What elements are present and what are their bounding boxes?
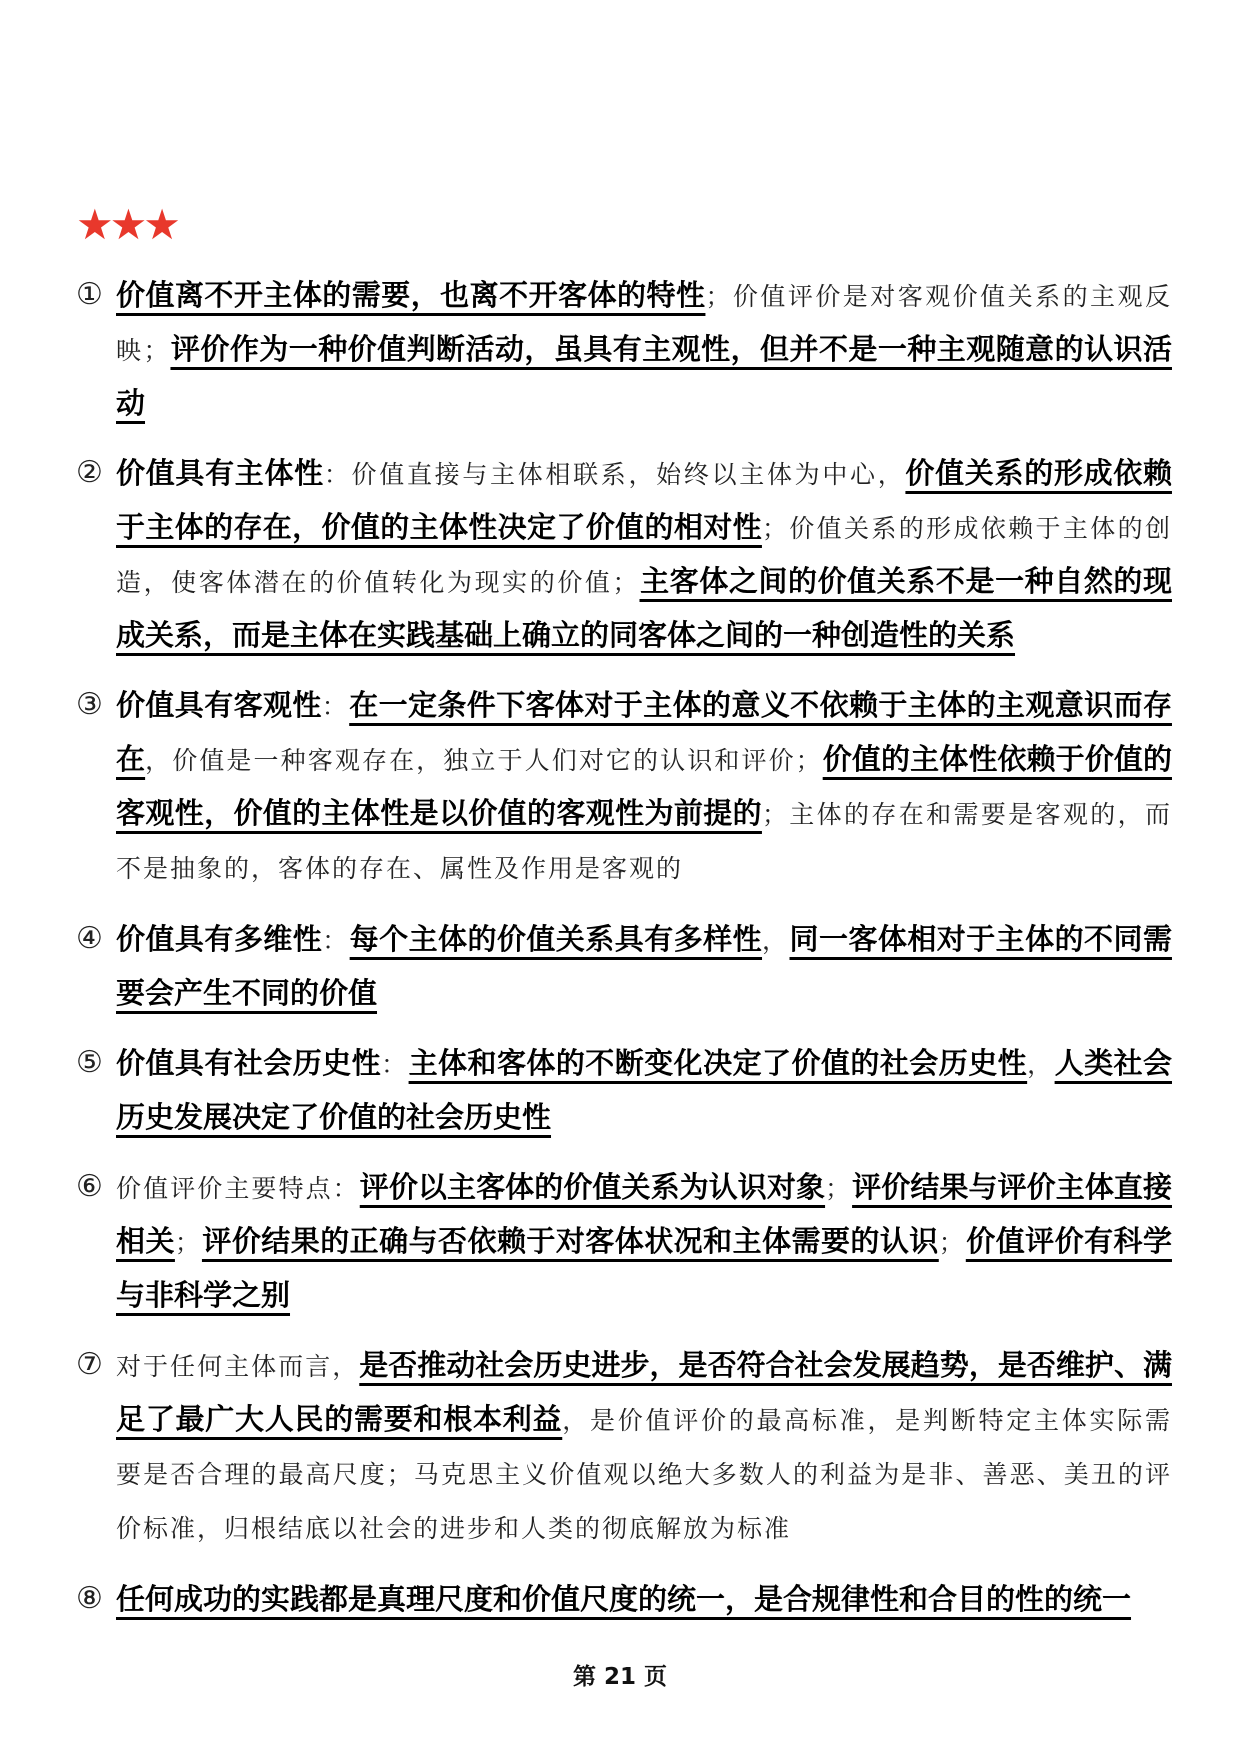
- item-number-marker: ⑥: [76, 1169, 103, 1204]
- key-point-item: [78, 913, 1172, 1019]
- underlined-key-text: 价值关系的形成依赖于主体的存在，价值的主体性决定了价值的相对性: [116, 456, 1172, 544]
- key-point-item: [78, 1339, 1172, 1555]
- body-text: ：: [381, 1050, 409, 1079]
- underlined-key-text: 主客体之间的价值关系不是一种自然的现成关系，而是主体在实践基础上确立的同客体之间的一种创造性的关系: [116, 564, 1172, 652]
- body-text: ，是价值评价的最高标准，是判断特定主体实际需要是否合理的最高尺度；马克思主义价值观以绝大多数人的利益为是非、善恶、美丑的评价标准，归根结底以社会的进步和人类的彻底解放为标准: [116, 1406, 1172, 1543]
- item-number-marker: ⑦: [76, 1347, 103, 1382]
- body-text: ，: [1027, 1050, 1055, 1079]
- key-point-item: [78, 1037, 1172, 1143]
- underlined-key-text: 价值评价有科学与非科学之别: [116, 1224, 1172, 1312]
- body-text: ：: [321, 692, 350, 721]
- point-heading: 价值具有多维性: [116, 922, 323, 956]
- underlined-key-text: 主体和客体的不断变化决定了价值的社会历史性: [408, 1046, 1028, 1080]
- body-text: ；主体的存在和需要是客观的，而不是抽象的，客体的存在、属性及作用是客观的: [116, 800, 1172, 883]
- underlined-key-text: 价值的主体性依赖于价值的客观性，价值的主体性是以价值的客观性为前提的: [116, 742, 1172, 830]
- underlined-key-text: 评价作为一种价值判断活动，虽具有主观性，但并不是一种主观随意的认识活动: [116, 332, 1172, 420]
- underlined-key-text: 同一客体相对于主体的不同需要会产生不同的价值: [116, 922, 1172, 1010]
- key-points-list: [78, 269, 1172, 1643]
- body-text: ，: [762, 926, 790, 955]
- body-text: ；价值关系的形成依赖于主体的创造，使客体潜在的价值转化为现实的价值；: [116, 514, 1172, 597]
- point-heading: 价值具有主体性: [116, 456, 324, 490]
- item-number-marker: ②: [76, 455, 103, 490]
- item-number-marker: ⑤: [76, 1045, 103, 1080]
- underlined-key-text: 任何成功的实践都是真理尺度和价值尺度的统一，是合规律性和合目的性的统一: [116, 1582, 1132, 1616]
- importance-stars: ★★★: [76, 200, 177, 249]
- body-text: 对于任何主体而言，: [116, 1352, 360, 1381]
- underlined-key-text: 评价结果与评价主体直接相关: [116, 1170, 1172, 1258]
- item-number-marker: ①: [76, 277, 103, 312]
- key-point-item: [78, 1161, 1172, 1321]
- body-text: ；: [938, 1228, 966, 1257]
- key-point-item: [78, 679, 1172, 895]
- body-text: 价值评价主要特点：: [116, 1174, 360, 1203]
- body-text: ，价值是一种客观存在，独立于人们对它的认识和评价；: [145, 746, 823, 775]
- body-text: ：价值直接与主体相联系，始终以主体为中心，: [323, 460, 906, 489]
- point-heading: 价值具有客观性: [116, 688, 322, 722]
- underlined-key-text: 价值离不开主体的需要，也离不开客体的特性: [116, 278, 706, 312]
- key-point-item: [78, 269, 1172, 429]
- underlined-key-text: 评价结果的正确与否依赖于对客体状况和主体需要的认识: [201, 1224, 939, 1258]
- underlined-key-text: 在一定条件下客体对于主体的意义不依赖于主体的主观意识而存在: [116, 688, 1172, 776]
- body-text: ；: [825, 1174, 853, 1203]
- item-number-marker: ③: [76, 687, 103, 722]
- underlined-key-text: 人类社会历史发展决定了价值的社会历史性: [116, 1046, 1172, 1134]
- underlined-key-text: 每个主体的价值关系具有多样性: [349, 922, 763, 956]
- point-heading: 价值具有社会历史性: [116, 1046, 382, 1080]
- item-number-marker: ④: [76, 921, 103, 956]
- page-number: 第 21 页: [572, 1664, 668, 1690]
- underlined-key-text: 评价以主客体的价值关系为认识对象: [359, 1170, 826, 1204]
- key-point-item: [78, 1573, 1172, 1625]
- body-text: ；: [174, 1228, 202, 1257]
- item-number-marker: ⑧: [76, 1581, 103, 1616]
- key-point-item: [78, 447, 1172, 661]
- body-text: ；价值评价是对客观价值关系的主观反映；: [116, 282, 1172, 365]
- body-text: ：: [322, 926, 350, 955]
- underlined-key-text: 是否推动社会历史进步，是否符合社会发展趋势，是否维护、满足了最广大人民的需要和根本利益: [116, 1348, 1172, 1436]
